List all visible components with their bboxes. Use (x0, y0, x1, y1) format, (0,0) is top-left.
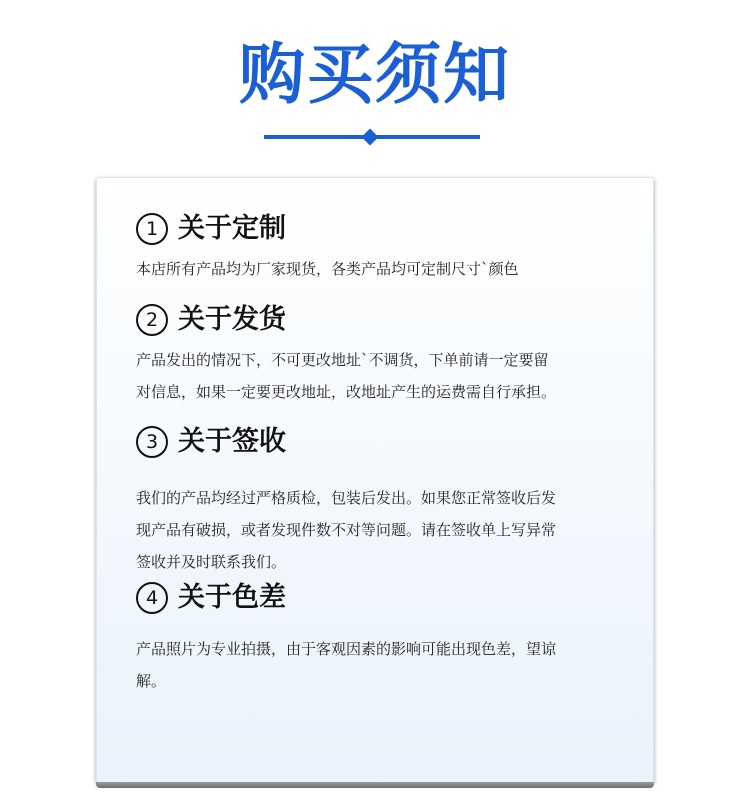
circled-number-icon: 1 (136, 213, 168, 245)
text-line: 签收并及时联系我们。 (136, 553, 287, 571)
section-title: 关于发货 (178, 304, 286, 335)
notice-card (96, 177, 654, 783)
section-body-color (136, 633, 616, 697)
section-body-custom (136, 253, 616, 285)
title-divider (264, 129, 480, 145)
text-line: 产品发出的情况下，不可更改地址`不调货，下单前请一定要留 (136, 351, 549, 369)
circled-number-icon: 2 (136, 304, 168, 336)
text-line: 我们的产品均经过严格质检，包装后发出。如果您正常签收后发 (136, 489, 557, 507)
text-line: 对信息，如果一定要更改地址，改地址产生的运费需自行承担。 (136, 383, 557, 401)
section-heading-custom (136, 211, 286, 247)
section-body-shipping (136, 344, 616, 408)
section-title: 关于定制 (178, 213, 286, 244)
text-line: 现产品有破损，或者发现件数不对等问题。请在签收单上写异常 (136, 521, 557, 539)
circled-number-icon: 4 (136, 582, 168, 614)
text-line: 解。 (136, 672, 167, 690)
page-title: 购买须知 (239, 36, 511, 113)
circled-number-icon: 3 (136, 426, 168, 458)
text-line: 产品照片为专业拍摄，由于客观因素的影响可能出现色差，望谅 (136, 640, 557, 658)
section-body-receipt (136, 482, 616, 578)
section-title: 关于签收 (178, 426, 286, 457)
section-heading-color (136, 580, 286, 616)
section-heading-shipping (136, 302, 286, 338)
section-heading-receipt (136, 424, 286, 460)
diamond-icon (362, 129, 379, 146)
section-title: 关于色差 (178, 582, 286, 613)
text-line: 本店所有产品均为厂家现货，各类产品均可定制尺寸`颜色 (136, 260, 519, 278)
